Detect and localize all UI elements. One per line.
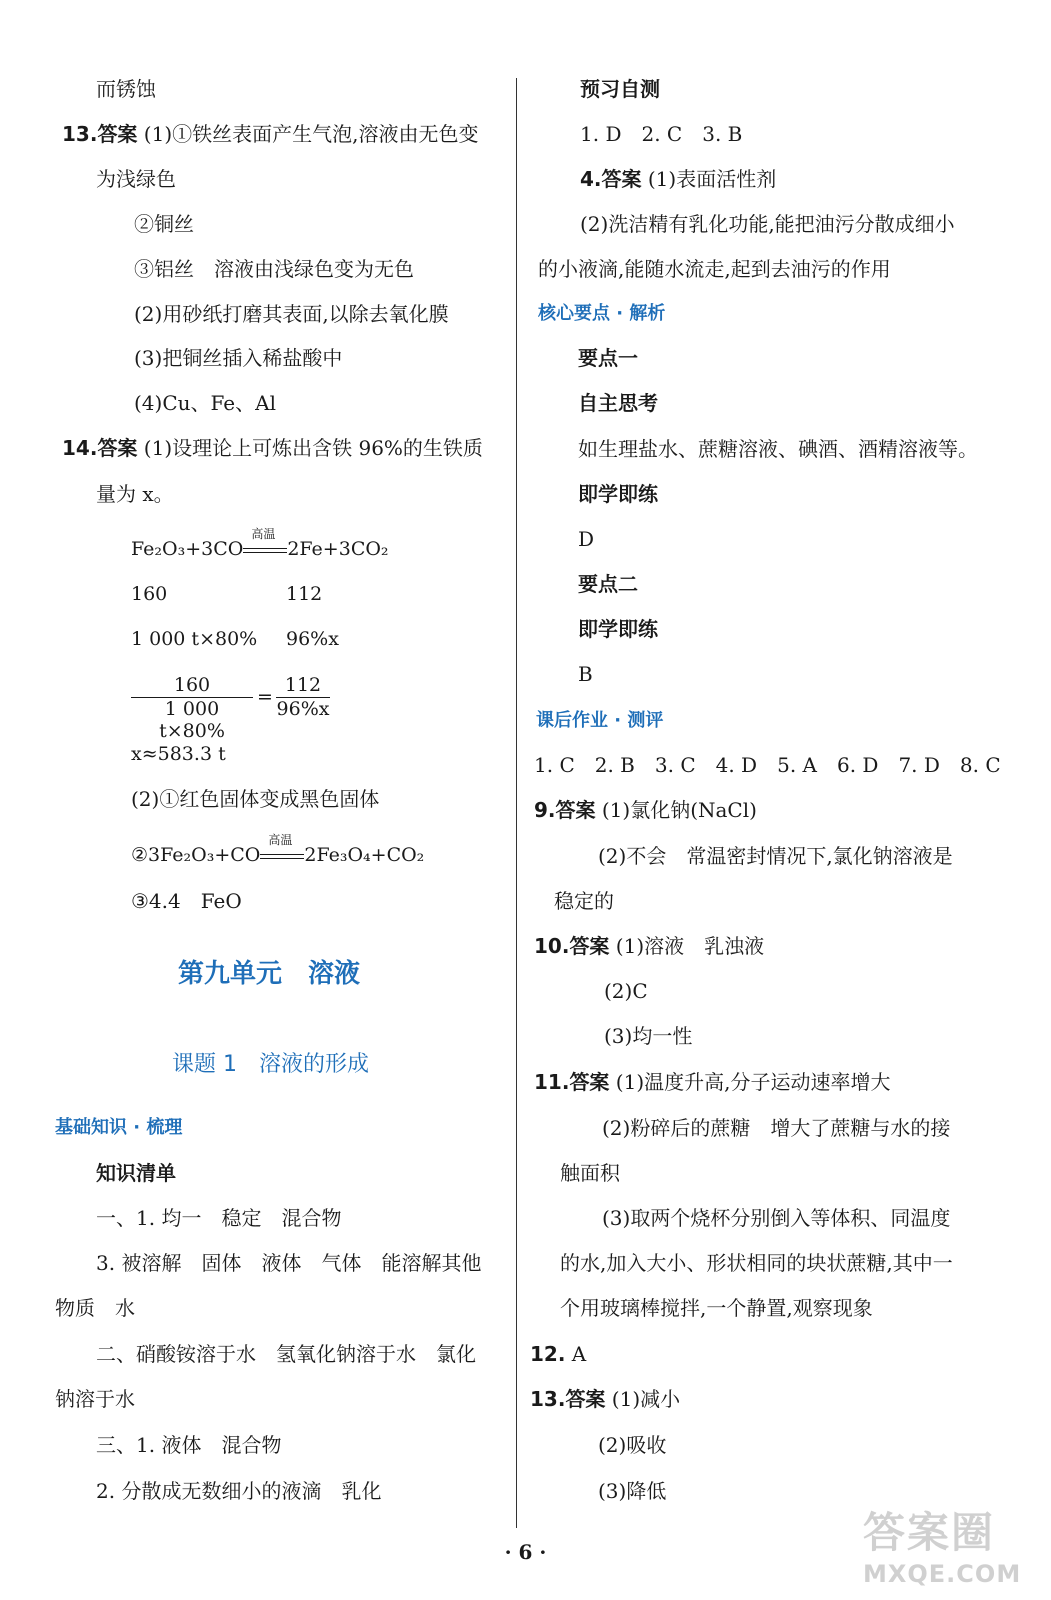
- text-line: (2)①红色固体变成黑色固体: [131, 787, 380, 811]
- text-line: (2)C: [604, 979, 648, 1003]
- question-number: 10.: [534, 934, 570, 958]
- section-heading: 基础知识 · 梳理: [55, 1117, 183, 1138]
- equation-products: 2Fe+3CO₂: [287, 538, 389, 560]
- text-line: (4)Cu、Fe、Al: [134, 391, 276, 415]
- answer-label: 答案: [97, 436, 138, 460]
- text-line: (2)粉碎后的蔗糖 增大了蔗糖与水的接: [602, 1116, 951, 1140]
- text-line: (3)降低: [598, 1479, 667, 1503]
- answer-label: 答案: [569, 1070, 610, 1094]
- text-line: ②铜丝: [134, 212, 194, 236]
- answer-text: (1)氯化钠(NaCl): [601, 798, 757, 822]
- text-line: D: [578, 527, 595, 551]
- text-line: 如生理盐水、蔗糖溶液、碘酒、酒精溶液等。: [578, 437, 978, 461]
- lesson-title: 课题 1 溶液的形成: [172, 1052, 369, 1077]
- text-line: 钠溶于水: [55, 1387, 135, 1411]
- unit-title: 第九单元 溶液: [178, 959, 361, 989]
- subheading: 预习自测: [580, 77, 660, 101]
- question-4: [580, 166, 776, 192]
- text-line: 2. 分散成无数细小的液滴 乳化: [96, 1479, 382, 1503]
- fraction-numerator-1: 160: [173, 674, 211, 696]
- text-line: 物质 水: [55, 1296, 135, 1320]
- text-line: 触面积: [560, 1161, 620, 1185]
- answer-text: (1)减小: [611, 1387, 681, 1411]
- text-line: ③铝丝 溶液由浅绿色变为无色: [134, 257, 414, 281]
- answer-text: (1)溶液 乳浊液: [615, 934, 765, 958]
- question-number: 4.: [580, 167, 602, 191]
- section-heading: 核心要点 · 解析: [538, 303, 666, 324]
- mass-value-2: 96%x: [286, 628, 339, 650]
- text-line: 三、1. 液体 混合物: [96, 1433, 282, 1457]
- subheading: 即学即练: [578, 482, 658, 506]
- question-number: 14.: [62, 436, 98, 460]
- text-line: (3)取两个烧杯分别倒入等体积、同温度: [602, 1206, 951, 1230]
- subheading: 知识清单: [96, 1161, 176, 1185]
- equation-reactants: ②3Fe₂O₃+CO: [131, 844, 261, 866]
- text-line: 的水,加入大小、形状相同的块状蔗糖,其中一: [560, 1251, 953, 1275]
- answer-label: 答案: [555, 798, 596, 822]
- text-line: (2)洗洁精有乳化功能,能把油污分散成细小: [580, 212, 955, 236]
- reaction-condition: 高温: [268, 833, 293, 847]
- section-heading: 课后作业 · 测评: [536, 710, 664, 731]
- subheading: 即学即练: [578, 617, 658, 641]
- text-line: 个用玻璃棒搅拌,一个静置,观察现象: [560, 1296, 873, 1320]
- text-line: (2)吸收: [598, 1433, 667, 1457]
- text-line: B: [578, 662, 593, 686]
- mass-ratio-2: 112: [286, 583, 323, 605]
- equation-products: 2Fe₃O₄+CO₂: [304, 844, 425, 866]
- watermark-text: 答案圈: [863, 1508, 996, 1557]
- watermark-logo: [863, 1500, 1043, 1595]
- mass-value-1: 1 000 t×80%: [131, 628, 258, 650]
- question-number: 13.: [530, 1387, 566, 1411]
- answer-text: (1)设理论上可炼出含铁 96%的生铁质: [143, 436, 483, 460]
- question-13-right: [530, 1386, 680, 1412]
- equation-reactants: Fe₂O₃+3CO: [131, 538, 244, 560]
- subheading: 自主思考: [578, 391, 658, 415]
- answer-label: 答案: [97, 122, 138, 146]
- text-line: (2)不会 常温密封情况下,氯化钠溶液是: [598, 844, 953, 868]
- question-13: [62, 121, 478, 147]
- text-line: 量为 x。: [96, 482, 174, 506]
- watermark-url: MXQE.COM: [863, 1560, 1022, 1588]
- text-line: 一、1. 均一 稳定 混合物: [96, 1206, 342, 1230]
- question-12: 12. A: [530, 1342, 587, 1366]
- fraction-numerator-2: 112: [284, 674, 322, 696]
- answer-label: 答案: [565, 1387, 606, 1411]
- question-14: [62, 435, 483, 461]
- equation-1: [131, 527, 389, 562]
- text-line: 稳定的: [554, 889, 614, 913]
- fraction-denominator-1: 1 000 t×80%: [159, 698, 225, 742]
- equation-2: [131, 833, 425, 868]
- question-9: [534, 797, 757, 823]
- subheading: 要点一: [578, 346, 638, 370]
- equals-sign: =: [257, 686, 273, 708]
- subheading: 要点二: [578, 572, 638, 596]
- text-line: 3. 被溶解 固体 液体 气体 能溶解其他: [96, 1251, 482, 1275]
- question-number: 13.: [62, 122, 98, 146]
- text-line: 而锈蚀: [96, 77, 156, 101]
- text-line: (2)用砂纸打磨其表面,以除去氧化膜: [134, 302, 449, 326]
- reaction-condition: 高温: [251, 527, 276, 541]
- answer-label: 答案: [601, 167, 642, 191]
- text-line: 的小液滴,能随水流走,起到去油污的作用: [538, 257, 891, 281]
- reaction-arrow: [260, 833, 304, 866]
- choice-answers: 1. C 2. B 3. C 4. D 5. A 6. D 7. D 8. C: [534, 753, 1001, 777]
- reaction-arrow: [243, 527, 287, 560]
- column-divider: [516, 78, 517, 1528]
- answer-text: (1)表面活性剂: [647, 167, 777, 191]
- question-10: [534, 933, 764, 959]
- result-line: x≈583.3 t: [131, 743, 226, 765]
- page-number: · 6 ·: [504, 1540, 547, 1564]
- answer-label: 答案: [569, 934, 610, 958]
- question-11: [534, 1069, 890, 1095]
- answer-text: (1)温度升高,分子运动速率增大: [615, 1070, 891, 1094]
- fraction-denominator-2: 96%x: [276, 698, 330, 720]
- choice-answers: 1. D 2. C 3. B: [580, 122, 743, 146]
- mass-ratio-1: 160: [131, 583, 168, 605]
- answer-text: (1)①铁丝表面产生气泡,溶液由无色变: [143, 122, 479, 146]
- text-line: (3)均一性: [604, 1024, 693, 1048]
- text-line: 为浅绿色: [96, 167, 176, 191]
- text-line: (3)把铜丝插入稀盐酸中: [134, 346, 343, 370]
- question-number: 11.: [534, 1070, 570, 1094]
- text-line: 二、硝酸铵溶于水 氢氧化钠溶于水 氯化: [96, 1342, 476, 1366]
- question-number: 9.: [534, 798, 556, 822]
- text-line: ③4.4 FeO: [131, 889, 242, 913]
